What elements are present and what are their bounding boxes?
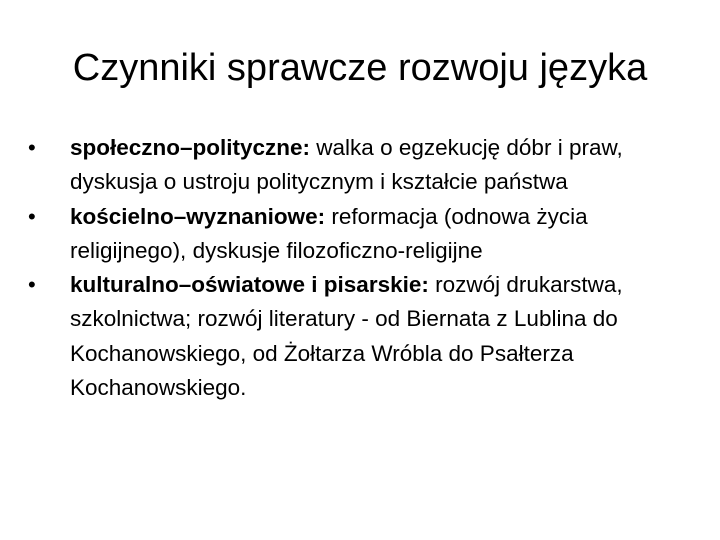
bullet-marker: • [28,135,36,160]
bullet-text: walka o egzekucję dóbr i praw, dyskusja o ustroju politycznym i kształcie państwa [70,135,623,195]
bullet-label: kościelno–wyznaniowe: [70,203,326,229]
bullet-text: reformacja (odnowa życia religijnego), dyskusje filozoficzno-religijne [70,203,588,263]
bullet-item [28,200,668,269]
slide-title: Czynniki sprawcze rozwoju języka [72,47,648,89]
bullet-text: rozwój drukarstwa, szkolnictwa; rozwój literatury - od Biernata z Lublina do Kochanowskiego, od Żołtarza Wróbla do Psałterza Kochanowskiego. [70,272,623,401]
bullet-label: społeczno–polityczne: [70,135,311,160]
bullet-list [28,131,668,405]
bullet-item [28,268,668,405]
bullet-label: kulturalno–oświatowe i pisarskie: [70,272,429,298]
bullet-marker: • [28,272,36,298]
bullet-marker: • [28,203,36,229]
bullet-item [28,131,668,200]
